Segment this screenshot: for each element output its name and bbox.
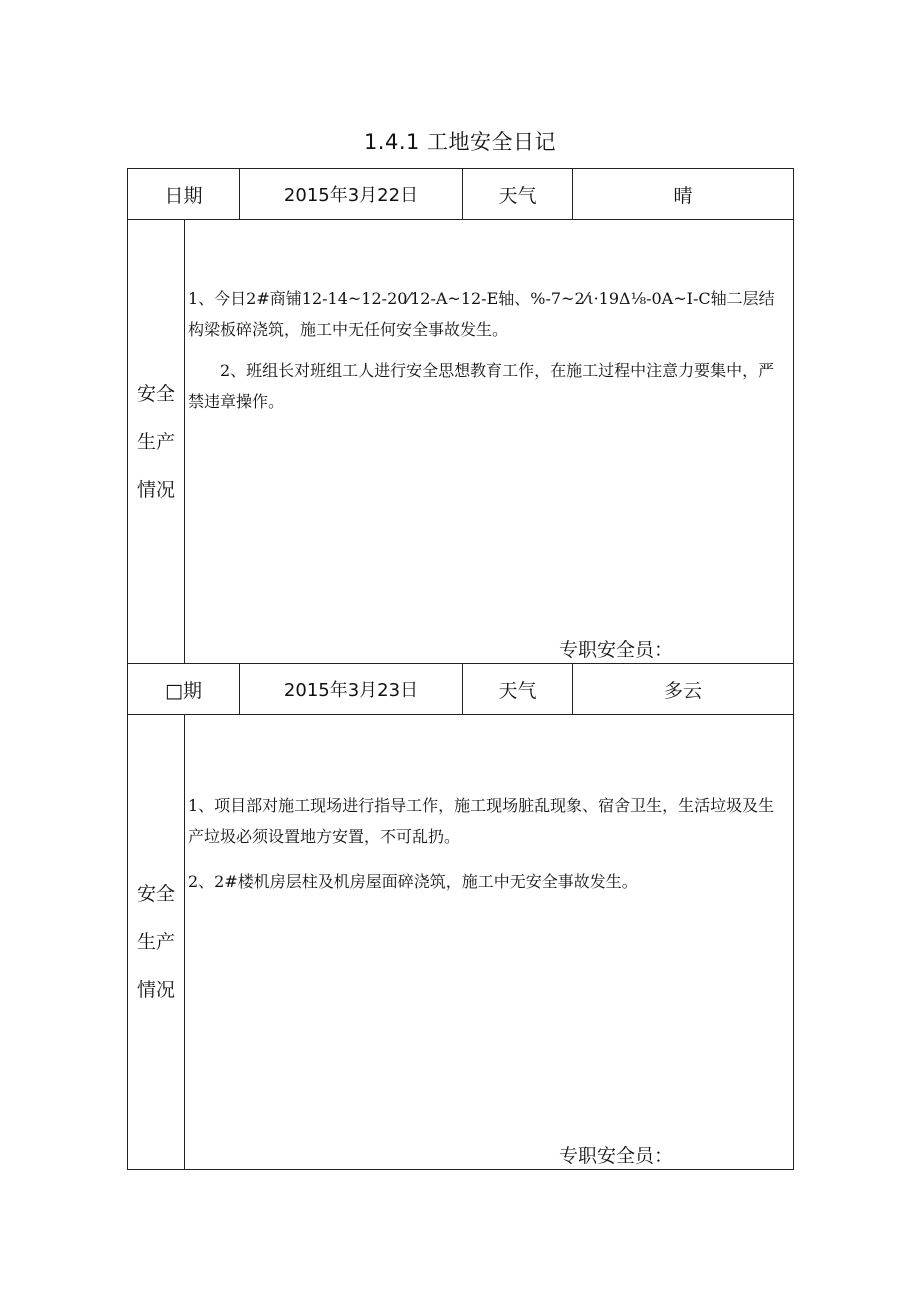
safety-content [185, 715, 794, 1170]
safety-log-table [127, 168, 794, 1170]
content-item: 1、今日2#商铺12-14~12-20⁄12-A~12-E轴、%-7~2⁄ι·19Δ⅛-0A~I-C轴二层结构梁板碎浇筑，施工中无任何安全事故发生。 [188, 289, 775, 339]
date-label: □期 [128, 664, 240, 715]
page-title: 1.4.1 工地安全日记 [363, 130, 557, 154]
weather-label: 天气 [463, 664, 573, 715]
section-label-line: 生产 [136, 430, 175, 453]
content-item: 2、2#楼机房层柱及机房屋面碎浇筑，施工中无安全事故发生。 [188, 872, 638, 891]
date-value: 2015年3月22日 [240, 169, 463, 220]
weather-label: 天气 [463, 169, 573, 220]
section-label-line: 安全 [136, 382, 175, 405]
section-label-line: 安全 [136, 883, 175, 905]
section-label-line: 情况 [136, 979, 175, 1001]
date-label: 日期 [128, 169, 240, 220]
section-label-line: 情况 [136, 478, 175, 501]
date-value: 2015年3月23日 [240, 664, 463, 715]
content-item: 1、项目部对施工现场进行指导工作，施工现场脏乱现象、宿舍卫生，生活垃圾及生产垃圾必须设置地方安置，不可乱扔。 [188, 796, 775, 846]
weather-value: 多云 [573, 664, 794, 715]
section-label [128, 715, 185, 1170]
content-item: 2、班组长对班组工人进行安全思想教育工作，在施工过程中注意力要集中，严禁违章操作。 [188, 361, 775, 411]
entry-body-row [128, 220, 794, 664]
section-label [128, 220, 185, 664]
entry-header-row [128, 169, 794, 220]
safety-officer-signature: 专职安全员： [559, 639, 674, 661]
entry-header-row [128, 664, 794, 715]
weather-value: 晴 [573, 169, 794, 220]
section-label-line: 生产 [136, 931, 175, 953]
safety-content [185, 220, 794, 664]
safety-officer-signature: 专职安全员： [559, 1145, 674, 1167]
entry-body-row [128, 715, 794, 1170]
